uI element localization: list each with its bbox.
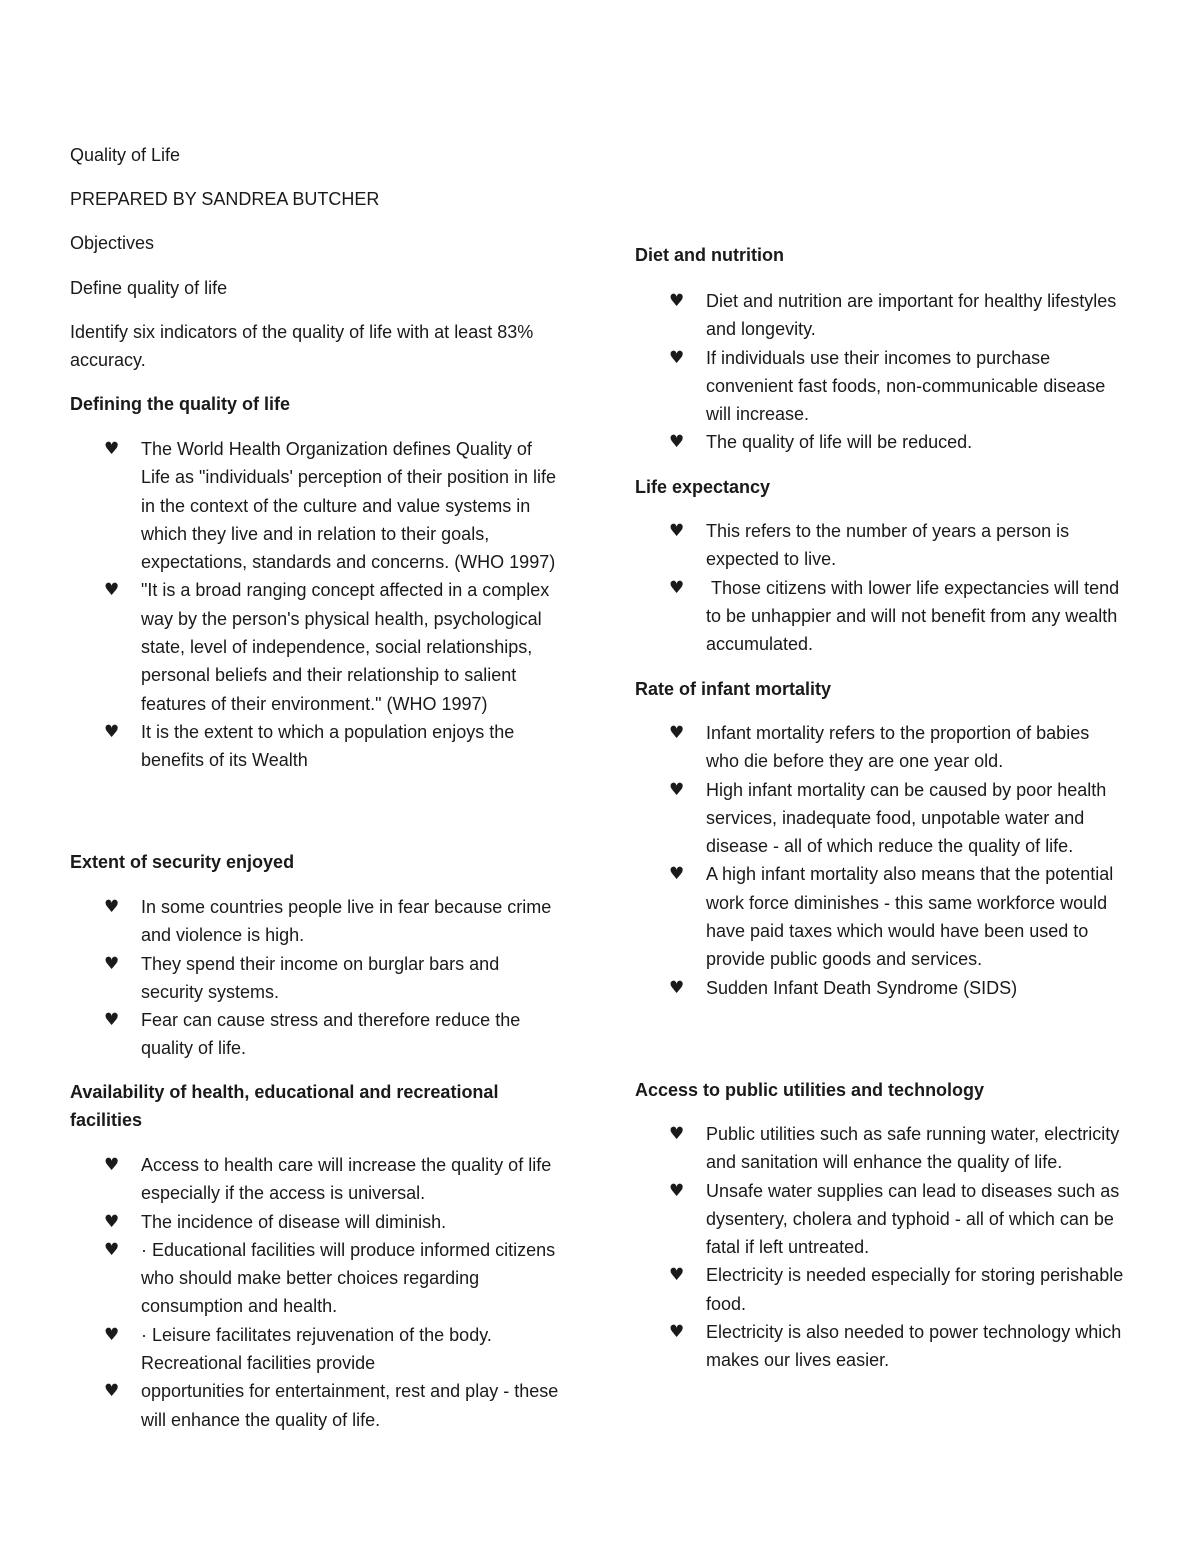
list-item-text: Access to health care will increase the quality of life especially if the access is universal. bbox=[141, 1155, 552, 1204]
list-item bbox=[70, 950, 561, 1007]
list-item-text: This refers to the number of years a person is expected to live. bbox=[706, 521, 1070, 570]
list-item-text: Electricity is needed especially for storing perishable food. bbox=[706, 1265, 1124, 1314]
list-item bbox=[70, 1006, 561, 1063]
list-item bbox=[70, 1321, 561, 1378]
list-item bbox=[635, 287, 1126, 344]
list-item-text: Unsafe water supplies can lead to diseases such as dysentery, cholera and typhoid - all of which can be fatal if left untreated. bbox=[706, 1180, 1120, 1258]
heart-icon: ♥ bbox=[669, 1124, 685, 1144]
bullet-list-infant-mortality bbox=[635, 719, 1135, 1002]
list-item bbox=[70, 435, 561, 576]
list-item bbox=[635, 574, 1126, 659]
heart-icon: ♥ bbox=[669, 347, 685, 368]
list-item-text: Public utilities such as safe running water, electricity and sanitation will enhance the quality of life. bbox=[706, 1124, 1120, 1173]
heart-icon: ♥ bbox=[669, 577, 685, 598]
list-item bbox=[70, 1377, 561, 1434]
list-item bbox=[635, 1120, 1126, 1177]
heart-icon: ♥ bbox=[669, 723, 685, 743]
list-item bbox=[635, 1261, 1126, 1318]
section-heading-facilities: Availability of health, educational and recreational facilities bbox=[70, 1082, 499, 1130]
list-item bbox=[70, 1208, 561, 1236]
section-heading-life-expectancy: Life expectancy bbox=[635, 477, 771, 497]
list-item-text: · Educational facilities will produce informed citizens who should make better choices regarding consumption and health. bbox=[141, 1239, 556, 1317]
heart-icon: ♥ bbox=[104, 1211, 120, 1232]
list-item bbox=[70, 576, 561, 717]
list-item bbox=[70, 718, 561, 775]
heart-icon: ♥ bbox=[104, 580, 120, 601]
list-item-text: "It is a broad ranging concept affected in a complex way by the person's physical health, psychological state, level of independence, social relationships, personal beliefs and their relationship to salient features of their environment." (WHO 1997) bbox=[141, 580, 550, 714]
heart-icon: ♥ bbox=[104, 439, 120, 459]
list-item-text: If individuals use their incomes to purchase convenient fast foods, non-communicable disease will increase. bbox=[706, 347, 1106, 425]
prepared-by: PREPARED BY SANDREA BUTCHER bbox=[70, 189, 380, 209]
section-heading-utilities: Access to public utilities and technology bbox=[635, 1080, 985, 1100]
section-heading-infant-mortality: Rate of infant mortality bbox=[635, 679, 832, 699]
heart-icon: ♥ bbox=[669, 1180, 685, 1201]
list-item bbox=[635, 517, 1126, 574]
list-item-text: The incidence of disease will diminish. bbox=[141, 1211, 447, 1232]
bullet-list-security bbox=[70, 893, 570, 1063]
objective-item: Define quality of life bbox=[70, 278, 228, 298]
list-item bbox=[635, 428, 1126, 456]
heart-icon: ♥ bbox=[669, 977, 685, 998]
section-heading-defining: Defining the quality of life bbox=[70, 394, 290, 414]
list-item bbox=[635, 860, 1126, 973]
list-item bbox=[635, 974, 1126, 1002]
list-item-text: They spend their income on burglar bars and security systems. bbox=[141, 953, 500, 1002]
list-item-text: Electricity is also needed to power technology which makes our lives easier. bbox=[706, 1322, 1122, 1371]
heart-icon: ♥ bbox=[104, 1381, 120, 1402]
list-item-text: Fear can cause stress and therefore reduce the quality of life. bbox=[141, 1010, 521, 1059]
heart-icon: ♥ bbox=[669, 864, 685, 885]
objective-item: Identify six indicators of the quality of life with at least 83% accuracy. bbox=[70, 322, 534, 370]
list-item bbox=[635, 719, 1126, 776]
list-item bbox=[635, 1318, 1126, 1375]
bullet-list-utilities bbox=[635, 1120, 1135, 1375]
section-heading-diet: Diet and nutrition bbox=[635, 245, 784, 265]
list-item-text: The quality of life will be reduced. bbox=[706, 432, 973, 453]
heart-icon: ♥ bbox=[104, 1155, 120, 1175]
heart-icon: ♥ bbox=[104, 953, 120, 974]
heart-icon: ♥ bbox=[104, 1324, 120, 1345]
list-item-text: Those citizens with lower life expectancies will tend to be unhappier and will not benefit from any wealth accumulated. bbox=[706, 577, 1125, 655]
document-title: Quality of Life bbox=[70, 145, 181, 165]
bullet-list-facilities bbox=[70, 1151, 570, 1434]
list-item-text: · Leisure facilitates rejuvenation of the body. Recreational facilities provide bbox=[141, 1324, 492, 1374]
heart-icon: ♥ bbox=[669, 432, 685, 453]
section-heading-security: Extent of security enjoyed bbox=[70, 852, 295, 872]
heart-icon: ♥ bbox=[669, 291, 685, 311]
list-item-text: Diet and nutrition are important for healthy lifestyles and longevity. bbox=[706, 291, 1117, 340]
bullet-list-diet bbox=[635, 287, 1135, 457]
objectives-label: Objectives bbox=[70, 233, 155, 253]
list-item bbox=[635, 344, 1126, 429]
list-item-text: High infant mortality can be caused by poor health services, inadequate food, unpotable water and disease - all of which reduce the quality of life. bbox=[706, 779, 1107, 857]
list-item-text: opportunities for entertainment, rest and play - these will enhance the quality of life. bbox=[141, 1381, 559, 1430]
heart-icon: ♥ bbox=[104, 1010, 120, 1031]
bullet-list-defining bbox=[70, 435, 570, 775]
list-item-text: Sudden Infant Death Syndrome (SIDS) bbox=[706, 977, 1018, 998]
list-item bbox=[635, 1177, 1126, 1262]
heart-icon: ♥ bbox=[669, 1265, 685, 1286]
heart-icon: ♥ bbox=[104, 1239, 120, 1260]
list-item-text: In some countries people live in fear because crime and violence is high. bbox=[141, 897, 552, 946]
list-item bbox=[70, 1236, 561, 1321]
heart-icon: ♥ bbox=[104, 897, 120, 917]
list-item bbox=[70, 1151, 561, 1208]
list-item bbox=[635, 776, 1126, 861]
heart-icon: ♥ bbox=[669, 1322, 685, 1343]
list-item-text: Infant mortality refers to the proportion of babies who die before they are one year old. bbox=[706, 723, 1090, 772]
list-item-text: It is the extent to which a population enjoys the benefits of its Wealth bbox=[141, 721, 515, 771]
bullet-list-life-expectancy bbox=[635, 517, 1135, 658]
heart-icon: ♥ bbox=[104, 721, 120, 742]
list-item bbox=[70, 893, 561, 950]
list-item-text: A high infant mortality also means that the potential work force diminishes - this same workforce would have paid taxes which would have been used to provide public goods and services. bbox=[706, 864, 1114, 970]
heart-icon: ♥ bbox=[669, 779, 685, 800]
heart-icon: ♥ bbox=[669, 521, 685, 541]
list-item-text: The World Health Organization defines Quality of Life as "individuals' perception of their position in life in the context of the culture and value systems in which they live and in relation to their goals, expectations, standards and concerns. (WHO 1997) bbox=[141, 439, 557, 573]
